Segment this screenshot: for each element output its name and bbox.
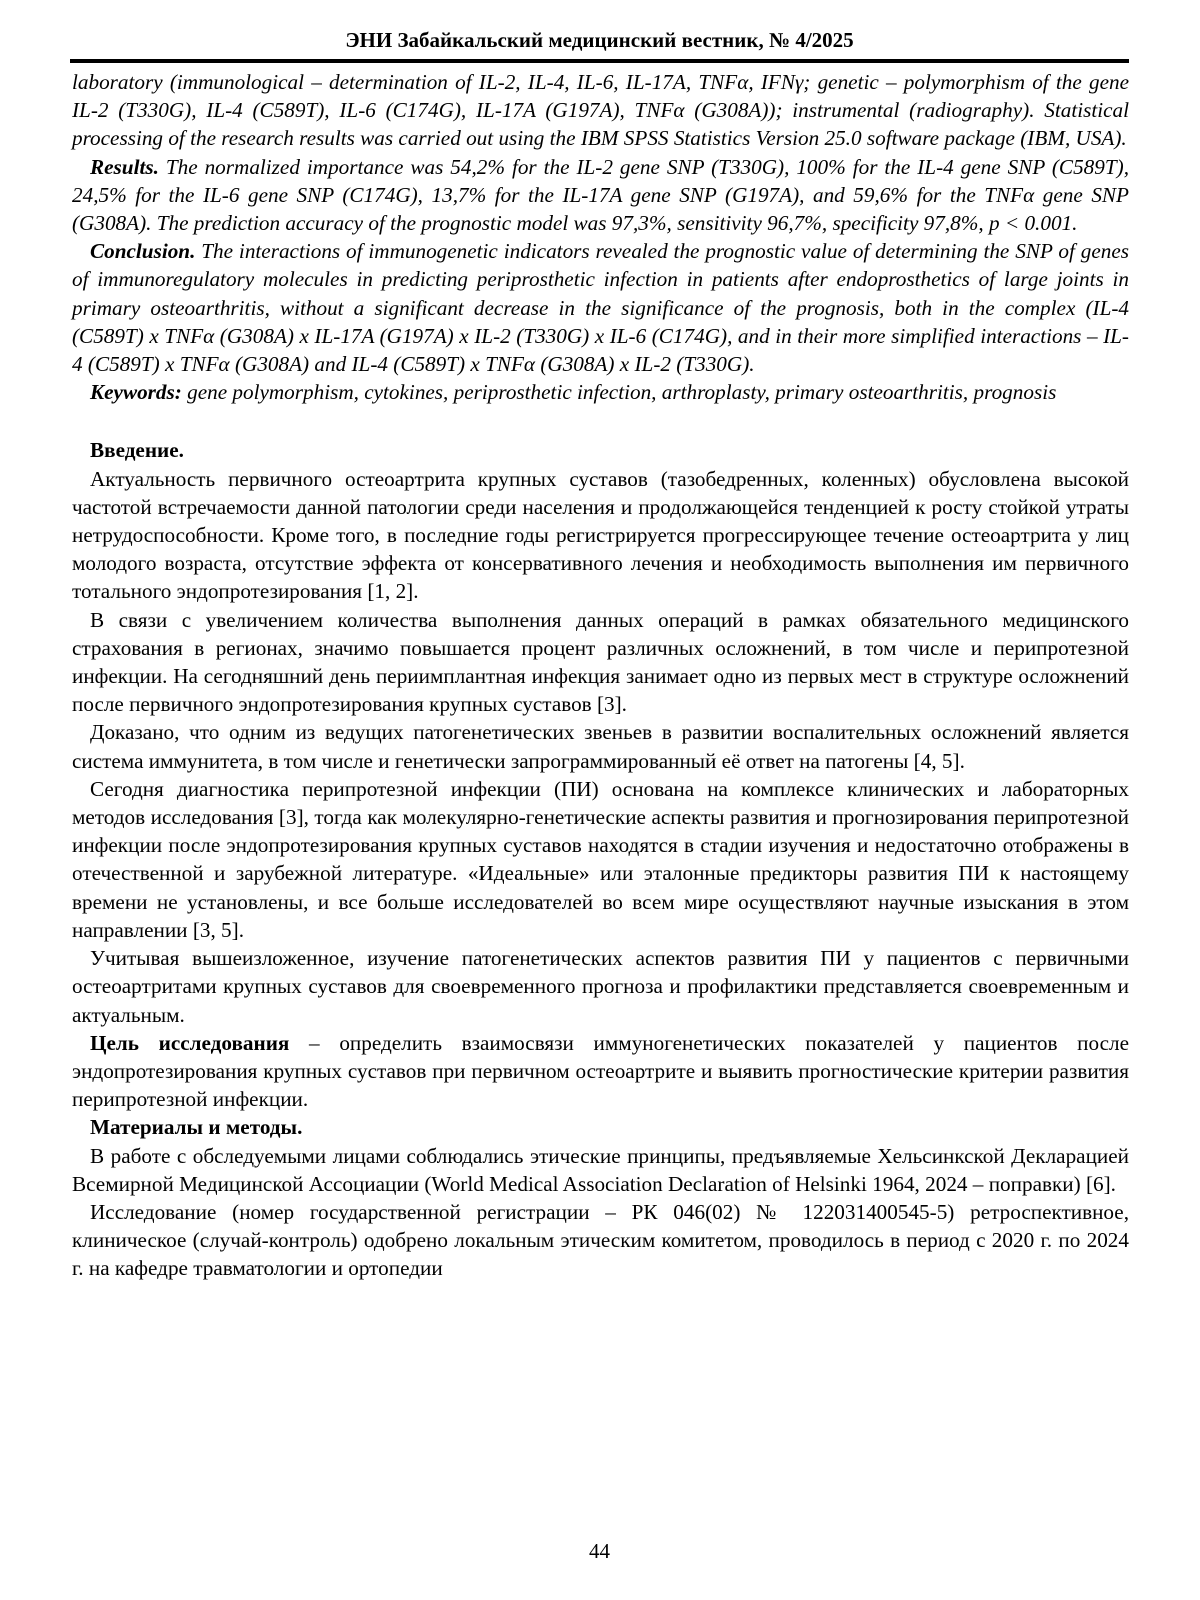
- methods-heading: Материалы и методы.: [90, 1115, 303, 1140]
- abstract-conclusion: [72, 237, 1129, 378]
- keywords-label: Keywords:: [90, 380, 182, 405]
- header-rule: [70, 59, 1129, 63]
- aim-label: Цель исследования: [90, 1030, 290, 1055]
- methods-paragraph: Исследование (номер государственной регистрации – РК 046(02) № 122031400545-5) ретроспективное, клиническое (случай-контроль) одобрено локальным этическим комитетом, проводилось в период с 2020 г. по 2024 г. на кафедре травматологии и ортопедии: [72, 1199, 1129, 1281]
- page-number: 44: [589, 1539, 610, 1563]
- intro-paragraph: Доказано, что одним из ведущих патогенетических звеньев в развитии воспалительных осложнений является система иммунитета, в том числе и генетически запрограммированный её ответ на патогены [4, 5].: [72, 720, 1129, 773]
- section-gap: [72, 406, 1129, 436]
- results-label: Results.: [90, 154, 159, 179]
- keywords-text: gene polymorphism, cytokines, periprosthetic infection, arthroplasty, primary osteoarthritis, prognosis: [181, 380, 1057, 405]
- intro-paragraph: Учитывая вышеизложенное, изучение патогенетических аспектов развития ПИ у пациентов с первичными остеоартритами крупных суставов для своевременного прогноза и профилактики представляется своевременным и актуальным.: [72, 946, 1129, 1027]
- intro-paragraph: В связи с увеличением количества выполнения данных операций в рамках обязательного медицинского страхования в регионах, значимо повышается процент различных осложнений, в том числе и перипротезной инфекции. На сегодняшний день периимплантная инфекция занимает одно из первых мест в структуре осложнений после первичного эндопротезирования крупных суставов [3].: [72, 607, 1129, 717]
- intro-paragraph: Сегодня диагностика перипротезной инфекции (ПИ) основана на комплексе клинических и лабораторных методов исследования [3], тогда как молекулярно-генетические аспекты развития и прогнозирования перипротезной инфекции после эндопротезирования крупных суставов находятся в стадии изучения и недостаточно отображены в отечественной и зарубежной литературе. «Идеальные» или эталонные предикторы развития ПИ к настоящему времени не установлены, и все больше исследователей во всем мире осуществляют научные изыскания в этом направлении [3, 5].: [72, 776, 1129, 942]
- journal-header: ЭНИ Забайкальский медицинский вестник, № 4/2025: [345, 28, 854, 52]
- methods-paragraph: В работе с обследуемыми лицами соблюдались этические принципы, предъявляемые Хельсинкской Декларацией Всемирной Медицинской Ассоциации (World Medical Association Declaration of Helsinki 1964, 2024 – поправки) [6].: [72, 1143, 1129, 1196]
- abstract-keywords: [72, 378, 1129, 406]
- aim-paragraph: [72, 1029, 1129, 1114]
- conclusion-label: Conclusion.: [90, 239, 196, 264]
- results-text: The normalized importance was 54,2% for the IL-2 gene SNP (T330G), 100% for the IL-4 gene SNP (C589T), 24,5% for the IL-6 gene SNP (C174G), 13,7% for the IL-17A gene SNP (G197A), and 59,6% for the TNFα gene SNP (G308A). The prediction accuracy of the prognostic model was 97,3%, sensitivity 96,7%, specificity 97,8%, p < 0.001.: [72, 154, 1129, 236]
- intro-paragraph: Актуальность первичного остеоартрита крупных суставов (тазобедренных, коленных) обусловлена высокой частотой встречаемости данной патологии среди населения и продолжающейся тенденцией к росту стойкой утраты нетрудоспособности. Кроме того, в последние годы регистрируется прогрессирующее течение остеоартрита у лиц молодого возраста, отсутствие эффекта от консервативного лечения и необходимость выполнения им первичного тотального эндопротезирования [1, 2].: [72, 466, 1129, 604]
- aim-text: – определить взаимосвязи иммуногенетических показателей у пациентов после эндопротезирования крупных суставов при первичном остеоартрите и выявить прогностические критерии развития перипротезной инфекции.: [72, 1030, 1129, 1112]
- article-body: [72, 68, 1129, 1283]
- conclusion-text: The interactions of immunogenetic indicators revealed the prognostic value of determining the SNP of genes of immunoregulatory molecules in predicting periprosthetic infection in patients after endoprosthetics of large joints in primary osteoarthritis, without a significant decrease in the significance of the prognosis, both in the complex (IL-4 (C589T) x TNFα (G308A) x IL-17A (G197A) x IL-2 (T330G) x IL-6 (C174G), and in their more simplified interactions – IL-4 (C589T) x TNFα (G308A) and IL-4 (C589T) x TNFα (G308A) x IL-2 (T330G).: [72, 239, 1129, 377]
- intro-heading: Введение.: [90, 438, 184, 463]
- abstract-results: [72, 153, 1129, 238]
- abstract-methods-continued: laboratory (immunological – determination of IL-2, IL-4, IL-6, IL-17A, TNFα, IFNγ; genetic – polymorphism of the gene IL-2 (T330G), IL-4 (C589T), IL-6 (C174G), IL-17A (G197A), TNFα (G308A)); instrumental (radiography). Statistical processing of the research results was carried out using the IBM SPSS Statistics Version 25.0 software package (IBM, USA).: [72, 70, 1129, 151]
